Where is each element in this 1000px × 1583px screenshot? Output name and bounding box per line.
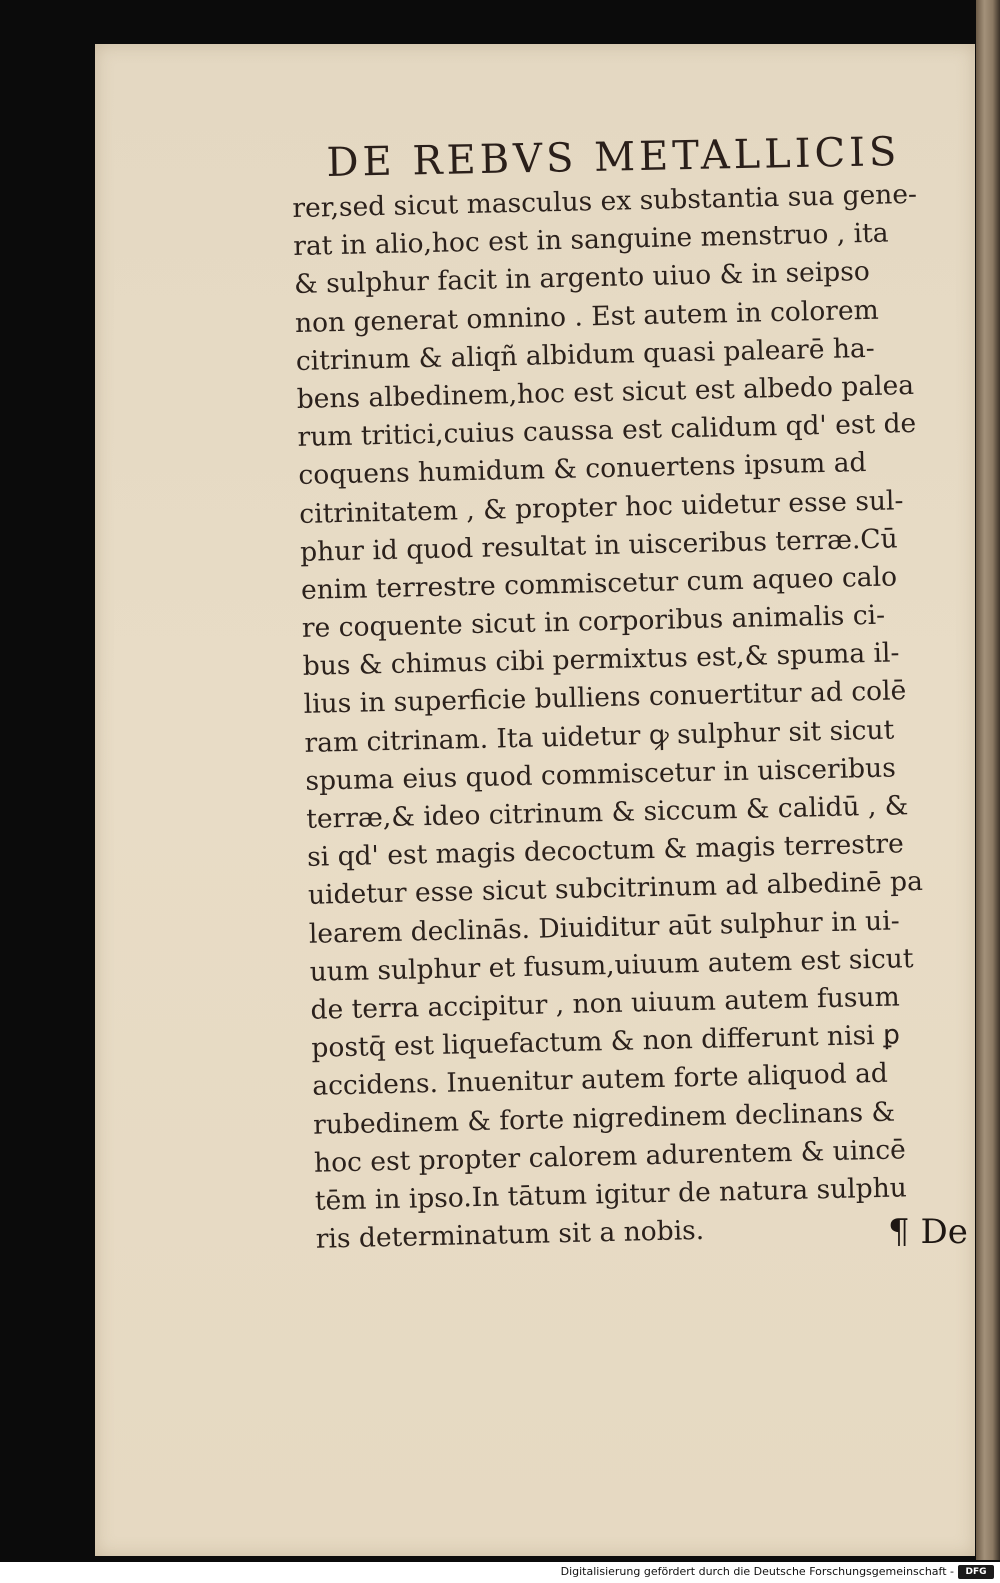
text-line: uidetur esse sicut subcitrinum ad albedinē pa (307, 866, 924, 912)
text-line: & sulphur facit in argento uiuo & in seipso (293, 256, 871, 301)
text-line: learem declinās. Diuiditur aūt sulphur in ui- (308, 904, 900, 950)
text-line: rubedinem & forte nigredinem declinans & (312, 1096, 896, 1141)
text-line: de terra accipitur , non uiuum autem fusum (310, 981, 901, 1026)
text-line: non generat omnino . Est autem in colorem (294, 294, 880, 339)
footer-bar (0, 1562, 1000, 1583)
text-line: ris determinatum sit a nobis. (315, 1214, 705, 1255)
text-line: si qd' est magis decoctum & magis terrestre (306, 828, 905, 874)
catchword: ¶ De (888, 1212, 968, 1252)
text-line: lius in superficie bulliens conuertitur ad colē (303, 675, 907, 721)
text-line: accidens. Inuenitur autem forte aliquod ad (311, 1058, 889, 1103)
text-line: tēm in ipso.In tātum igitur de natura sulphu (314, 1172, 908, 1217)
text-line: citrinum & aliqñ albidum quasi palearē ha- (295, 332, 876, 377)
dfg-logo: DFG (958, 1565, 994, 1579)
running-head: DE REBVS METALLICIS (326, 128, 901, 186)
text-line: re coquente sicut in corporibus animalis ci- (301, 599, 886, 644)
text-line: spuma eius quod commiscetur in uisceribus (305, 752, 897, 797)
text-line: postq̄ est liquefactum & non differunt nisi ꝑ (311, 1019, 901, 1064)
text-line: terræ,& ideo citrinum & siccum & calidū , & (305, 790, 909, 835)
text-line: uum sulphur et fusum,uiuum autem est sicut (309, 942, 914, 988)
text-line: coquens humidum & conuertens ipsum ad (298, 447, 867, 492)
text-line: rum tritici,cuius caussa est calidum qd' est de (297, 408, 917, 454)
text-line: enim terrestre commiscetur cum aqueo calo (300, 561, 898, 606)
text-line: bus & chimus cibi permixtus est,& spuma il- (302, 637, 900, 683)
text-line: rat in alio,hoc est in sanguine menstruo , ita (292, 217, 889, 263)
text-line: hoc est propter calorem adurentem & uincē (313, 1134, 907, 1179)
footer-credit: Digitalisierung gefördert durch die Deutsche Forschungsgemeinschaft - (560, 1565, 954, 1578)
text-line: bens albedinem,hoc est sicut est albedo palea (296, 369, 915, 415)
body-text (292, 175, 996, 1259)
text-line: citrinitatem , & propter hoc uidetur esse sul- (298, 484, 904, 530)
text-line: phur id quod resultat in uisceribus terræ.Cū (299, 523, 899, 568)
text-line: rer,sed sicut masculus ex substantia sua gene- (292, 178, 918, 224)
text-line: ram citrinam. Ita uidetur ꝙ sulphur sit sicut (304, 714, 895, 759)
